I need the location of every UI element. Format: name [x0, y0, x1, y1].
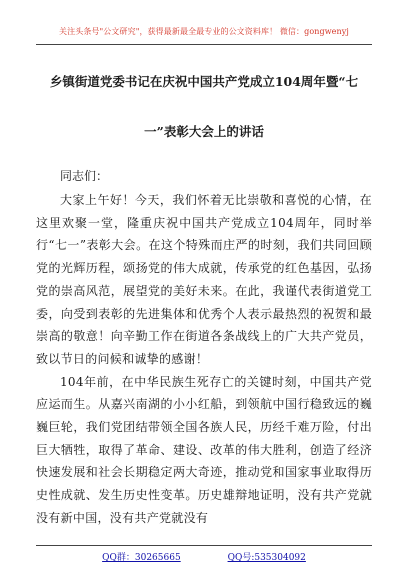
footer-divider: [36, 545, 372, 546]
header-divider: [36, 44, 372, 45]
speech-body: [36, 189, 372, 530]
document-title-line-1: 乡镇街道党委书记在庆祝中国共产党成立104周年暨“七: [49, 74, 359, 89]
paragraph: 104年前，在中华民族生死存亡的关键时刻，中国共产党应运而生。从嘉兴南湖的小小红船，到领航中国行稳致远的巍巍巨轮，我们党团结带领全国各族人民，历经千难万险，付出巨大牺牲，取得了革命、建设、改革的伟大胜利，创造了经济快速发展和社会长期稳定两大奇迹，推动党和国家事业取得历史性成就、发生历史性变革。历史雄辩地证明，没有共产党就没有新中国，没有共产党就没有: [36, 374, 372, 525]
footer: [36, 550, 372, 563]
document-title-line-2: 一”表彰大会上的讲话: [144, 124, 264, 139]
qq-number-link[interactable]: QQ号:535304092: [227, 553, 306, 563]
header-banner: 关注头条号"公文研究"，获得最新最全最专业的公文资料库！ 微信：gongwenyj: [59, 27, 349, 36]
qq-group-link[interactable]: QQ群：30265665: [102, 553, 181, 563]
salutation: 同志们：: [60, 169, 109, 183]
paragraph: 大家上午好！今天，我们怀着无比崇敬和喜悦的心情，在这里欢聚一堂，隆重庆祝中国共产党成立104周年，同时举行“七一”表彰大会。在这个特殊而庄严的时刻，我们共同回顾党的光辉历程，颂扬党的伟大成就，传承党的红色基因，弘扬党的崇高风范，展望党的美好未来。在此，我谨代表街道党工委，向受到表彰的先进集体和优秀个人表示最热烈的祝贺和最崇高的敬意！向辛勤工作在街道各条战线上的广大共产党员，致以节日的问候和诚挚的感谢！: [36, 193, 372, 366]
